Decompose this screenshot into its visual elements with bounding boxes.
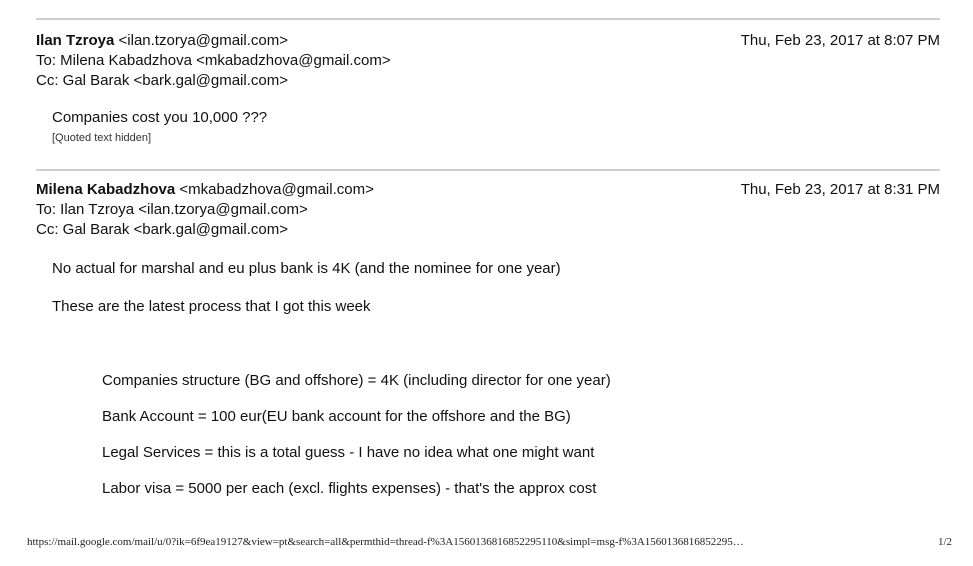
message-body: Companies cost you 10,000 ???	[52, 109, 268, 126]
cost-item: Legal Services = this is a total guess - I have no idea what one might want	[102, 444, 595, 461]
sender-email[interactable]: <ilan.tzorya@gmail.com>	[118, 32, 288, 49]
sender-name: Ilan Tzroya	[36, 32, 115, 49]
body-paragraph: These are the latest process that I got this week	[52, 298, 371, 315]
email-message-1	[36, 31, 940, 144]
cost-item: Companies structure (BG and offshore) = 4K (including director for one year)	[102, 372, 611, 389]
body-paragraph: No actual for marshal and eu plus bank is 4K (and the nominee for one year)	[52, 260, 561, 277]
sender-name: Milena Kabadzhova	[36, 181, 176, 198]
message-divider	[36, 18, 940, 20]
cost-item: Labor visa = 5000 per each (excl. flights expenses) - that's the approx cost	[102, 480, 597, 497]
cc-line: Cc: Gal Barak <bark.gal@gmail.com>	[36, 72, 288, 89]
page-url: https://mail.google.com/mail/u/0?ik=6f9ea19127&view=pt&search=all&permthid=thread-f%3A1560136816852295110&simpl=msg-f%3A1560136816852295…	[27, 536, 744, 548]
cc-line: Cc: Gal Barak <bark.gal@gmail.com>	[36, 221, 288, 238]
quoted-text-toggle[interactable]: [Quoted text hidden]	[52, 132, 152, 144]
sender-email[interactable]: <mkabadzhova@gmail.com>	[179, 181, 374, 198]
message-date: Thu, Feb 23, 2017 at 8:07 PM	[740, 32, 940, 49]
message-divider	[36, 169, 940, 171]
email-message-2	[36, 180, 940, 497]
message-date: Thu, Feb 23, 2017 at 8:31 PM	[740, 181, 940, 198]
to-line: To: Milena Kabadzhova <mkabadzhova@gmail.com>	[36, 52, 391, 69]
page-number: 1/2	[937, 536, 952, 548]
to-line: To: Ilan Tzroya <ilan.tzorya@gmail.com>	[36, 201, 308, 218]
cost-item: Bank Account = 100 eur(EU bank account for the offshore and the BG)	[102, 408, 571, 425]
